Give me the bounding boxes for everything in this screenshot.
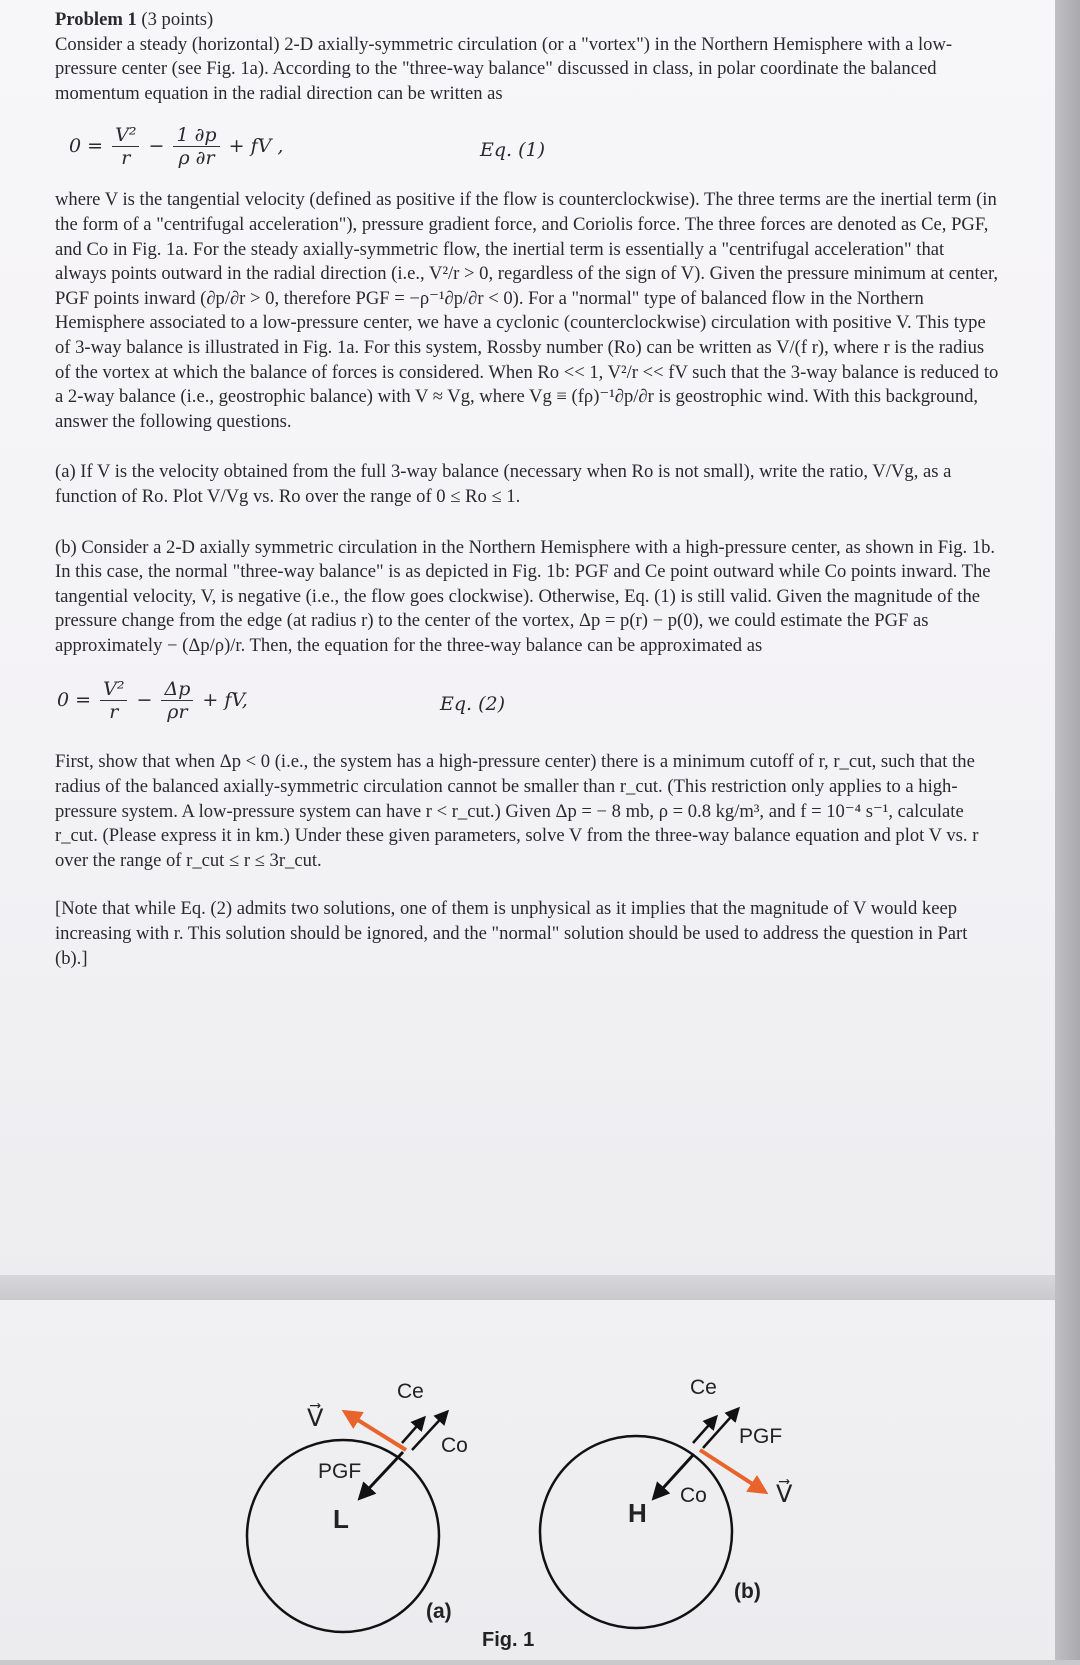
- panel-a: [247, 1380, 468, 1632]
- panel-b-v-label: V⃗: [776, 1481, 793, 1508]
- eq2-lhs: 0 =: [57, 689, 92, 712]
- part-a: (a) If V is the velocity obtained from the full 3-way balance (necessary when Ro is not small), write the ratio, V/Vg, as a function of Ro. Plot V/Vg vs. Ro over the range of 0 ≤ Ro ≤ 1.: [55, 461, 952, 507]
- page-edge: [1055, 0, 1080, 1660]
- eq1-lhs: 0 =: [69, 135, 104, 158]
- panel-a-pgf-arrow: [360, 1452, 403, 1498]
- part-b-continued: First, show that when Δp < 0 (i.e., the system has a high-pressure center) there is a minimum cutoff of r, r_cut, such that the radius of the balanced axially-symmetric circulation cannot be smaller than r_cut. (This restriction only applies to a high-pressure system. A low-pressure system can have r < r_cut.) Given Δp = − 8 mb, ρ = 0.8 kg/m³, and f = 10⁻⁴ s⁻¹, calculate r_cut. (Please express it in km.) Under these given parameters, solve V from the three-way balance equation and plot V vs. r over the range of r_cut ≤ r ≤ 3r_cut.: [55, 751, 979, 871]
- eq2-term1: [100, 678, 127, 723]
- equation-2-body: [57, 678, 248, 723]
- eq2-t2-den: ρr: [167, 701, 188, 724]
- problem-points: (3 points): [141, 9, 214, 30]
- panel-b-circle: [540, 1436, 732, 1628]
- eq1-minus: −: [148, 135, 165, 158]
- panel-a-center-label: L: [333, 1504, 349, 1534]
- eq2-t2-num: Δp: [161, 678, 193, 701]
- panel-b-pgf-label: PGF: [739, 1425, 783, 1448]
- equation-1-body: [69, 124, 283, 169]
- eq1-t1-num: V²: [112, 124, 139, 147]
- panel-a-label: (a): [426, 1600, 452, 1623]
- note-paragraph: [Note that while Eq. (2) admits two solutions, one of them is unphysical as it implies that the magnitude of V would keep increasing with r. This solution should be ignored, and the "normal" solution should be used to address the question in Part (b).]: [55, 898, 968, 969]
- eq2-tail: + fV,: [202, 689, 248, 712]
- panel-b-co-label: Co: [680, 1484, 707, 1507]
- figure-1-svg: [0, 1300, 1055, 1660]
- panel-a-velocity-arrow: [345, 1412, 406, 1450]
- page-gap: [0, 1275, 1055, 1300]
- background-paragraph: where V is the tangential velocity (defined as positive if the flow is counterclockwise). The three terms are the inertial term (in the form of a "centrifugal acceleration"), pressure gradient force, and Coriolis force. The three forces are denoted as Ce, PGF, and Co in Fig. 1a. For the steady axially-symmetric flow, the inertial term is essentially a "centrifugal acceleration" that always points outward in the radial direction (i.e., V²/r > 0, regardless of the sign of V). Given the pressure minimum at center, PGF points inward (∂p/∂r > 0, therefore PGF = −ρ⁻¹∂p/∂r < 0). For a "normal" type of balanced flow in the Northern Hemisphere associated to a low-pressure center, we have a cyclonic (counterclockwise) circulation with positive V. This type of 3-way balance is illustrated in Fig. 1a. For this system, Rossby number (Ro) can be written as V/(f r), where r is the radius of the vortex at which the balance of forces is considered. When Ro << 1, V²/r << fV such that the 3-way balance is reduced to a 2-way balance (i.e., geostrophic balance) with V ≈ Vg, where Vg ≡ (fρ)⁻¹∂p/∂r is geostrophic wind. With this background, answer the following questions.: [55, 189, 999, 432]
- figure-caption: Fig. 1: [482, 1629, 535, 1651]
- eq1-tail: + fV ,: [228, 135, 284, 158]
- equation-1-label: Eq. (1): [480, 139, 546, 162]
- panel-a-co-label: Co: [441, 1434, 468, 1457]
- eq2-t1-den: r: [109, 701, 119, 724]
- eq1-t1-den: r: [121, 147, 131, 170]
- problem-text: [55, 8, 1000, 971]
- panel-b-center-label: H: [628, 1498, 647, 1528]
- eq2-term2: [161, 678, 193, 723]
- eq1-term2: [173, 124, 219, 169]
- problem-title: [55, 8, 1000, 33]
- eq1-t2-num: 1 ∂p: [173, 124, 219, 147]
- equation-2-label: Eq. (2): [440, 693, 506, 716]
- equation-1: [55, 106, 1000, 176]
- figure-1: [0, 1300, 1055, 1660]
- panel-a-v-label: V⃗: [307, 1405, 324, 1432]
- panel-b: [540, 1376, 793, 1628]
- eq1-t2-den: ρ ∂r: [178, 147, 215, 170]
- panel-b-ce-label: Ce: [690, 1376, 717, 1399]
- panel-b-pgf-arrow: [703, 1409, 738, 1448]
- intro-paragraph: Consider a steady (horizontal) 2-D axially-symmetric circulation (or a "vortex") in the Northern Hemisphere with a low-pressure center (see Fig. 1a). According to the "three-way balance" discussed in class, in polar coordinate the balanced momentum equation in the radial direction can be written as: [55, 33, 953, 104]
- part-b: (b) Consider a 2-D axially symmetric circulation in the Northern Hemisphere with a high-pressure center, as shown in Fig. 1b. In this case, the normal "three-way balance" is as depicted in Fig. 1b: PGF and Ce point outward while Co points inward. The tangential velocity, V, is negative (i.e., the flow goes clockwise). Otherwise, Eq. (1) is still valid. Given the magnitude of the pressure change from the edge (at radius r) to the center of the vortex, Δp = p(r) − p(0), we could estimate the PGF as approximately − (Δp/ρ)/r. Then, the equation for the three-way balance can be approximated as: [55, 536, 996, 656]
- eq2-minus: −: [136, 689, 153, 712]
- eq1-term1: [112, 124, 139, 169]
- problem-title-bold: Problem 1: [55, 9, 137, 30]
- panel-b-label: (b): [734, 1580, 761, 1603]
- eq2-t1-num: V²: [100, 678, 127, 701]
- equation-2: [55, 658, 1000, 736]
- panel-a-ce-label: Ce: [397, 1380, 424, 1403]
- panel-a-pgf-label: PGF: [318, 1460, 362, 1483]
